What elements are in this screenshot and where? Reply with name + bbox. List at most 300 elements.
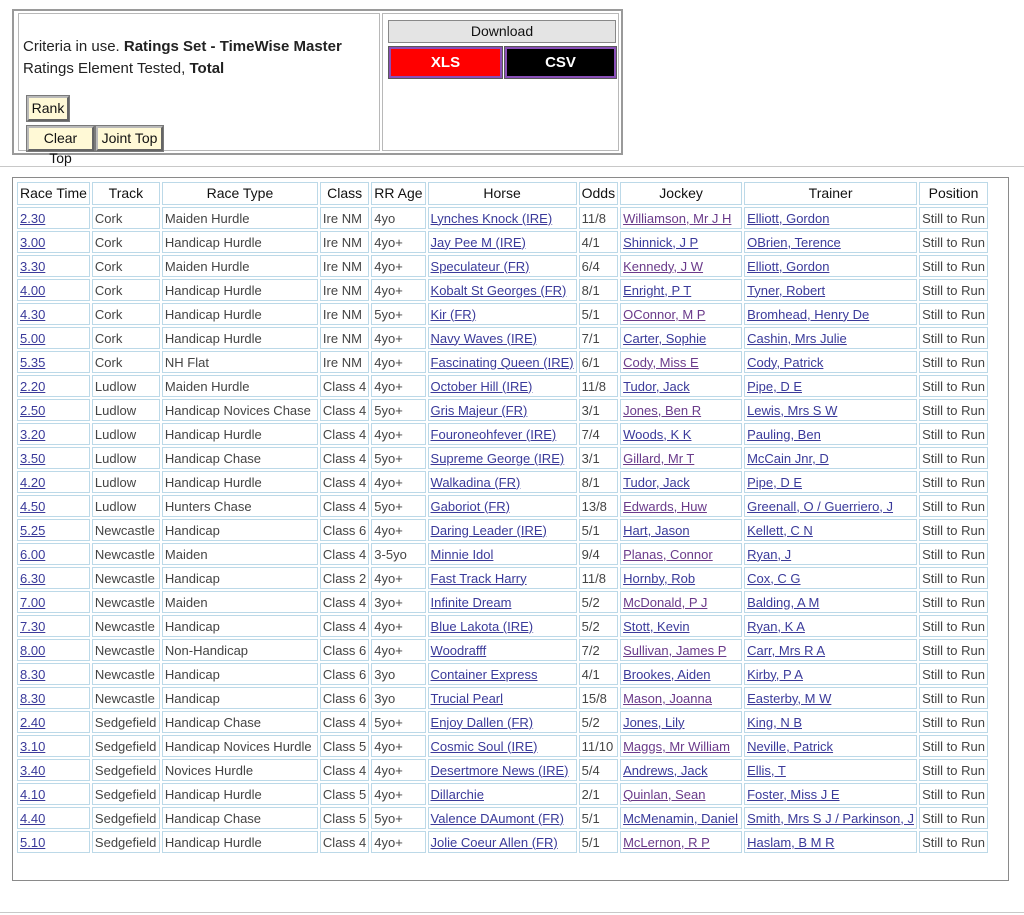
- cell-position: Still to Run: [919, 399, 988, 421]
- column-header-class: Class: [320, 182, 369, 205]
- cell-trainer: [744, 327, 917, 349]
- horse-link[interactable]: Fouroneohfever (IRE): [430, 426, 557, 442]
- race-time-link[interactable]: 3.50: [20, 450, 46, 466]
- cell-jockey: [620, 327, 742, 349]
- trainer-link[interactable]: Smith, Mrs S J / Parkinson, J: [747, 810, 914, 826]
- jockey-link[interactable]: Quinlan, Sean: [623, 786, 706, 802]
- jockey-link[interactable]: McMenamin, Daniel: [623, 810, 738, 826]
- cell-track: Sedgefield: [92, 735, 160, 757]
- trainer-link[interactable]: King, N B: [747, 714, 802, 730]
- trainer-link[interactable]: Ryan, J: [747, 546, 792, 562]
- cell-race-type: Handicap Hurdle: [162, 327, 318, 349]
- trainer-link[interactable]: McCain Jnr, D: [747, 450, 829, 466]
- trainer-link[interactable]: Neville, Patrick: [747, 738, 834, 754]
- cell-rr-age: 4yo+: [371, 831, 425, 853]
- cell-class: Class 5: [320, 735, 369, 757]
- cell-odds: 3/1: [579, 399, 618, 421]
- race-time-link[interactable]: 3.30: [20, 258, 46, 274]
- trainer-link[interactable]: Kirby, P A: [747, 666, 803, 682]
- race-time-link[interactable]: 2.30: [20, 210, 46, 226]
- cell-rr-age: 4yo+: [371, 567, 425, 589]
- cell-position: Still to Run: [919, 471, 988, 493]
- cell-race-type: Non-Handicap: [162, 639, 318, 661]
- cell-track: Ludlow: [92, 495, 160, 517]
- trainer-link[interactable]: Kellett, C N: [747, 522, 813, 538]
- cell-class: Class 4: [320, 759, 369, 781]
- cell-rr-age: 4yo+: [371, 759, 425, 781]
- horse-link[interactable]: Woodrafff: [430, 642, 487, 658]
- horse-link[interactable]: Infinite Dream: [430, 594, 512, 610]
- cell-rr-age: 4yo+: [371, 327, 425, 349]
- column-header-race-time: Race Time: [17, 182, 90, 205]
- cell-race-time: [17, 567, 90, 589]
- jockey-link[interactable]: Brookes, Aiden: [623, 666, 711, 682]
- trainer-link[interactable]: Tyner, Robert: [747, 282, 826, 298]
- cell-position: Still to Run: [919, 687, 988, 709]
- race-time-link[interactable]: 8.30: [20, 666, 46, 682]
- cell-trainer: [744, 303, 917, 325]
- cell-jockey: [620, 471, 742, 493]
- cell-jockey: [620, 687, 742, 709]
- cell-race-type: Maiden: [162, 591, 318, 613]
- trainer-link[interactable]: Ellis, T: [747, 762, 786, 778]
- race-time-link[interactable]: 5.25: [20, 522, 46, 538]
- cell-track: Newcastle: [92, 687, 160, 709]
- cell-track: Newcastle: [92, 519, 160, 541]
- cell-trainer: [744, 543, 917, 565]
- jockey-link[interactable]: Tudor, Jack: [623, 378, 690, 394]
- horse-link[interactable]: Supreme George (IRE): [430, 450, 565, 466]
- joint-top-button[interactable]: Joint Top: [96, 126, 163, 151]
- cell-class: Class 5: [320, 783, 369, 805]
- cell-race-time: [17, 471, 90, 493]
- cell-trainer: [744, 255, 917, 277]
- download-panel: [382, 13, 619, 151]
- cell-race-time: [17, 831, 90, 853]
- cell-trainer: [744, 231, 917, 253]
- cell-position: Still to Run: [919, 615, 988, 637]
- csv-download-button[interactable]: CSV: [505, 47, 616, 78]
- cell-horse: [428, 759, 577, 781]
- race-time-link[interactable]: 2.40: [20, 714, 46, 730]
- cell-horse: [428, 255, 577, 277]
- horse-link[interactable]: Desertmore News (IRE): [430, 762, 569, 778]
- cell-class: Class 4: [320, 615, 369, 637]
- race-time-link[interactable]: 5.10: [20, 834, 46, 850]
- cell-race-time: [17, 807, 90, 829]
- cell-race-time: [17, 663, 90, 685]
- cell-odds: 4/1: [579, 231, 618, 253]
- cell-horse: [428, 519, 577, 541]
- cell-position: Still to Run: [919, 327, 988, 349]
- cell-horse: [428, 831, 577, 853]
- cell-track: Cork: [92, 279, 160, 301]
- trainer-link[interactable]: Ryan, K A: [747, 618, 805, 634]
- cell-rr-age: 5yo+: [371, 399, 425, 421]
- cell-odds: 8/1: [579, 279, 618, 301]
- table-row: [17, 735, 988, 757]
- cell-jockey: [620, 399, 742, 421]
- cell-odds: 7/2: [579, 639, 618, 661]
- race-time-link[interactable]: 4.30: [20, 306, 46, 322]
- cell-jockey: [620, 639, 742, 661]
- trainer-link[interactable]: OBrien, Terence: [747, 234, 841, 250]
- cell-trainer: [744, 663, 917, 685]
- trainer-link[interactable]: Balding, A M: [747, 594, 820, 610]
- cell-track: Sedgefield: [92, 783, 160, 805]
- races-table: [15, 180, 990, 855]
- cell-rr-age: 3yo: [371, 687, 425, 709]
- cell-position: Still to Run: [919, 639, 988, 661]
- cell-odds: 11/8: [579, 207, 618, 229]
- cell-jockey: [620, 831, 742, 853]
- cell-race-time: [17, 783, 90, 805]
- jockey-link[interactable]: Cody, Miss E: [623, 354, 699, 370]
- table-row: [17, 615, 988, 637]
- cell-horse: [428, 687, 577, 709]
- trainer-link[interactable]: Elliott, Gordon: [747, 258, 830, 274]
- table-row: [17, 255, 988, 277]
- jockey-link[interactable]: Enright, P T: [623, 282, 692, 298]
- race-time-link[interactable]: 3.10: [20, 738, 46, 754]
- cell-rr-age: 5yo+: [371, 807, 425, 829]
- element-value: Total: [189, 60, 225, 77]
- criteria-prefix: Criteria in use.: [23, 38, 120, 55]
- cell-trainer: [744, 207, 917, 229]
- race-time-link[interactable]: 6.30: [20, 570, 46, 586]
- cell-odds: 3/1: [579, 447, 618, 469]
- cell-rr-age: 3yo+: [371, 591, 425, 613]
- trainer-link[interactable]: Bromhead, Henry De: [747, 306, 870, 322]
- horse-link[interactable]: Minnie Idol: [430, 546, 494, 562]
- trainer-link[interactable]: Foster, Miss J E: [747, 786, 840, 802]
- jockey-link[interactable]: Woods, K K: [623, 426, 692, 442]
- race-time-link[interactable]: 4.00: [20, 282, 46, 298]
- cell-odds: 5/4: [579, 759, 618, 781]
- cell-race-time: [17, 399, 90, 421]
- cell-position: Still to Run: [919, 279, 988, 301]
- cell-jockey: [620, 591, 742, 613]
- cell-jockey: [620, 615, 742, 637]
- cell-jockey: [620, 303, 742, 325]
- cell-track: Cork: [92, 327, 160, 349]
- horse-link[interactable]: Lynches Knock (IRE): [430, 210, 553, 226]
- cell-jockey: [620, 375, 742, 397]
- cell-track: Sedgefield: [92, 807, 160, 829]
- cell-odds: 9/4: [579, 543, 618, 565]
- cell-race-time: [17, 303, 90, 325]
- cell-trainer: [744, 687, 917, 709]
- cell-race-type: Maiden: [162, 543, 318, 565]
- race-time-link[interactable]: 3.40: [20, 762, 46, 778]
- cell-class: Ire NM: [320, 231, 369, 253]
- jockey-link[interactable]: Kennedy, J W: [623, 258, 704, 274]
- horse-link[interactable]: Kir (FR): [430, 306, 477, 322]
- cell-race-type: Novices Hurdle: [162, 759, 318, 781]
- table-row: [17, 447, 988, 469]
- table-row: [17, 375, 988, 397]
- cell-rr-age: 4yo+: [371, 231, 425, 253]
- horse-link[interactable]: Speculateur (FR): [430, 258, 530, 274]
- race-time-link[interactable]: 4.10: [20, 786, 46, 802]
- trainer-link[interactable]: Haslam, B M R: [747, 834, 835, 850]
- race-time-link[interactable]: 5.00: [20, 330, 46, 346]
- cell-trainer: [744, 351, 917, 373]
- cell-jockey: [620, 735, 742, 757]
- cell-trainer: [744, 423, 917, 445]
- horse-link[interactable]: Fast Track Harry: [430, 570, 527, 586]
- cell-track: Newcastle: [92, 567, 160, 589]
- criteria-line: [23, 38, 342, 56]
- trainer-link[interactable]: Pauling, Ben: [747, 426, 821, 442]
- horse-link[interactable]: Trucial Pearl: [430, 690, 504, 706]
- cell-trainer: [744, 759, 917, 781]
- jockey-link[interactable]: Carter, Sophie: [623, 330, 707, 346]
- horse-link[interactable]: Blue Lakota (IRE): [430, 618, 534, 634]
- cell-race-time: [17, 375, 90, 397]
- table-row: [17, 231, 988, 253]
- horse-link[interactable]: Jolie Coeur Allen (FR): [430, 834, 558, 850]
- cell-position: Still to Run: [919, 543, 988, 565]
- jockey-link[interactable]: Mason, Joanna: [623, 690, 712, 706]
- cell-odds: 5/2: [579, 711, 618, 733]
- jockey-link[interactable]: Sullivan, James P: [623, 642, 727, 658]
- jockey-link[interactable]: Jones, Lily: [623, 714, 685, 730]
- horse-link[interactable]: Walkadina (FR): [430, 474, 521, 490]
- cell-rr-age: 4yo+: [371, 375, 425, 397]
- horse-link[interactable]: Navy Waves (IRE): [430, 330, 537, 346]
- cell-horse: [428, 303, 577, 325]
- cell-track: Newcastle: [92, 639, 160, 661]
- cell-trainer: [744, 639, 917, 661]
- cell-horse: [428, 567, 577, 589]
- cell-race-time: [17, 735, 90, 757]
- trainer-link[interactable]: Lewis, Mrs S W: [747, 402, 838, 418]
- cell-trainer: [744, 567, 917, 589]
- cell-class: Class 5: [320, 807, 369, 829]
- cell-class: Class 4: [320, 495, 369, 517]
- cell-horse: [428, 375, 577, 397]
- cell-race-time: [17, 543, 90, 565]
- cell-rr-age: 4yo+: [371, 639, 425, 661]
- cell-position: Still to Run: [919, 783, 988, 805]
- race-time-link[interactable]: 6.00: [20, 546, 46, 562]
- horse-link[interactable]: October Hill (IRE): [430, 378, 533, 394]
- cell-odds: 7/1: [579, 327, 618, 349]
- cell-track: Newcastle: [92, 663, 160, 685]
- cell-odds: 5/2: [579, 591, 618, 613]
- jockey-link[interactable]: Planas, Connor: [623, 546, 713, 562]
- jockey-link[interactable]: OConnor, M P: [623, 306, 706, 322]
- cell-trainer: [744, 495, 917, 517]
- cell-race-type: Handicap: [162, 687, 318, 709]
- jockey-link[interactable]: McDonald, P J: [623, 594, 708, 610]
- cell-horse: [428, 399, 577, 421]
- horse-link[interactable]: Fascinating Queen (IRE): [430, 354, 574, 370]
- column-header-race-type: Race Type: [162, 182, 318, 205]
- cell-class: Class 6: [320, 663, 369, 685]
- table-header-row: [17, 182, 988, 205]
- jockey-link[interactable]: Maggs, Mr William: [623, 738, 730, 754]
- jockey-link[interactable]: Andrews, Jack: [623, 762, 708, 778]
- trainer-link[interactable]: Pipe, D E: [747, 474, 802, 490]
- cell-race-time: [17, 639, 90, 661]
- cell-class: Class 2: [320, 567, 369, 589]
- table-row: [17, 471, 988, 493]
- horse-link[interactable]: Kobalt St Georges (FR): [430, 282, 567, 298]
- horse-link[interactable]: Cosmic Soul (IRE): [430, 738, 538, 754]
- cell-horse: [428, 207, 577, 229]
- jockey-link[interactable]: Gillard, Mr T: [623, 450, 695, 466]
- cell-class: Class 4: [320, 711, 369, 733]
- cell-jockey: [620, 519, 742, 541]
- cell-jockey: [620, 447, 742, 469]
- race-time-link[interactable]: 2.20: [20, 378, 46, 394]
- cell-position: Still to Run: [919, 423, 988, 445]
- trainer-link[interactable]: Elliott, Gordon: [747, 210, 830, 226]
- cell-jockey: [620, 207, 742, 229]
- cell-odds: 6/4: [579, 255, 618, 277]
- race-time-link[interactable]: 8.30: [20, 690, 46, 706]
- cell-race-time: [17, 351, 90, 373]
- race-time-link[interactable]: 3.20: [20, 426, 46, 442]
- cell-jockey: [620, 351, 742, 373]
- cell-rr-age: 4yo+: [371, 783, 425, 805]
- cell-position: Still to Run: [919, 807, 988, 829]
- cell-track: Ludlow: [92, 447, 160, 469]
- cell-horse: [428, 327, 577, 349]
- cell-track: Ludlow: [92, 423, 160, 445]
- cell-odds: 11/10: [579, 735, 618, 757]
- cell-track: Ludlow: [92, 375, 160, 397]
- cell-trainer: [744, 447, 917, 469]
- jockey-link[interactable]: Hart, Jason: [623, 522, 690, 538]
- cell-position: Still to Run: [919, 447, 988, 469]
- race-time-link[interactable]: 8.00: [20, 642, 46, 658]
- cell-class: Class 4: [320, 591, 369, 613]
- jockey-link[interactable]: Tudor, Jack: [623, 474, 690, 490]
- cell-position: Still to Run: [919, 759, 988, 781]
- cell-position: Still to Run: [919, 735, 988, 757]
- cell-position: Still to Run: [919, 663, 988, 685]
- table-row: [17, 663, 988, 685]
- race-time-link[interactable]: 4.50: [20, 498, 46, 514]
- element-line: [23, 60, 224, 78]
- cell-odds: 5/1: [579, 831, 618, 853]
- cell-class: Class 6: [320, 639, 369, 661]
- cell-race-type: Handicap: [162, 663, 318, 685]
- cell-trainer: [744, 783, 917, 805]
- cell-rr-age: 4yo+: [371, 423, 425, 445]
- divider: [0, 912, 1024, 913]
- horse-link[interactable]: Valence DAumont (FR): [430, 810, 564, 826]
- cell-race-type: Handicap: [162, 567, 318, 589]
- cell-position: Still to Run: [919, 255, 988, 277]
- race-time-link[interactable]: 7.00: [20, 594, 46, 610]
- jockey-link[interactable]: Hornby, Rob: [623, 570, 696, 586]
- cell-odds: 5/1: [579, 519, 618, 541]
- clear-top-button[interactable]: Clear Top: [27, 126, 94, 151]
- cell-track: Sedgefield: [92, 831, 160, 853]
- race-time-link[interactable]: 5.35: [20, 354, 46, 370]
- trainer-link[interactable]: Cashin, Mrs Julie: [747, 330, 847, 346]
- column-header-horse: Horse: [428, 182, 577, 205]
- jockey-link[interactable]: McLernon, R P: [623, 834, 710, 850]
- cell-odds: 11/8: [579, 375, 618, 397]
- horse-link[interactable]: Dillarchie: [430, 786, 484, 802]
- trainer-link[interactable]: Pipe, D E: [747, 378, 802, 394]
- cell-race-time: [17, 591, 90, 613]
- trainer-link[interactable]: Greenall, O / Guerriero, J: [747, 498, 894, 514]
- table-row: [17, 519, 988, 541]
- table-row: [17, 399, 988, 421]
- table-row: [17, 807, 988, 829]
- cell-race-type: Maiden Hurdle: [162, 375, 318, 397]
- horse-link[interactable]: Daring Leader (IRE): [430, 522, 547, 538]
- cell-jockey: [620, 255, 742, 277]
- trainer-link[interactable]: Cox, C G: [747, 570, 801, 586]
- horse-link[interactable]: Jay Pee M (IRE): [430, 234, 526, 250]
- race-time-link[interactable]: 3.00: [20, 234, 46, 250]
- download-title: Download: [388, 20, 616, 43]
- cell-race-time: [17, 255, 90, 277]
- horse-link[interactable]: Enjoy Dallen (FR): [430, 714, 534, 730]
- cell-horse: [428, 807, 577, 829]
- cell-track: Ludlow: [92, 399, 160, 421]
- cell-race-type: Handicap Hurdle: [162, 423, 318, 445]
- cell-race-time: [17, 279, 90, 301]
- cell-race-time: [17, 447, 90, 469]
- cell-horse: [428, 735, 577, 757]
- jockey-link[interactable]: Stott, Kevin: [623, 618, 690, 634]
- column-header-position: Position: [919, 182, 988, 205]
- criteria-info: [18, 13, 380, 166]
- trainer-link[interactable]: Cody, Patrick: [747, 354, 824, 370]
- cell-race-time: [17, 423, 90, 445]
- cell-odds: 13/8: [579, 495, 618, 517]
- cell-race-time: [17, 327, 90, 349]
- cell-race-type: Handicap Hurdle: [162, 303, 318, 325]
- cell-trainer: [744, 279, 917, 301]
- cell-rr-age: 5yo+: [371, 447, 425, 469]
- jockey-link[interactable]: Edwards, Huw: [623, 498, 707, 514]
- jockey-link[interactable]: Jones, Ben R: [623, 402, 702, 418]
- jockey-link[interactable]: Williamson, Mr J H: [623, 210, 732, 226]
- cell-race-type: Handicap Chase: [162, 447, 318, 469]
- table-row: [17, 759, 988, 781]
- horse-link[interactable]: Gris Majeur (FR): [430, 402, 528, 418]
- column-header-odds: Odds: [579, 182, 618, 205]
- cell-jockey: [620, 567, 742, 589]
- cell-horse: [428, 615, 577, 637]
- trainer-link[interactable]: Easterby, M W: [747, 690, 832, 706]
- race-time-link[interactable]: 4.40: [20, 810, 46, 826]
- rank-button[interactable]: Rank: [27, 96, 69, 121]
- cell-odds: 11/8: [579, 567, 618, 589]
- race-time-link[interactable]: 2.50: [20, 402, 46, 418]
- cell-position: Still to Run: [919, 303, 988, 325]
- cell-jockey: [620, 711, 742, 733]
- race-time-link[interactable]: 7.30: [20, 618, 46, 634]
- table-row: [17, 495, 988, 517]
- cell-race-type: NH Flat: [162, 351, 318, 373]
- jockey-link[interactable]: Shinnick, J P: [623, 234, 699, 250]
- horse-link[interactable]: Gaboriot (FR): [430, 498, 510, 514]
- race-time-link[interactable]: 4.20: [20, 474, 46, 490]
- xls-download-button[interactable]: XLS: [389, 47, 502, 78]
- horse-link[interactable]: Container Express: [430, 666, 538, 682]
- trainer-link[interactable]: Carr, Mrs R A: [747, 642, 826, 658]
